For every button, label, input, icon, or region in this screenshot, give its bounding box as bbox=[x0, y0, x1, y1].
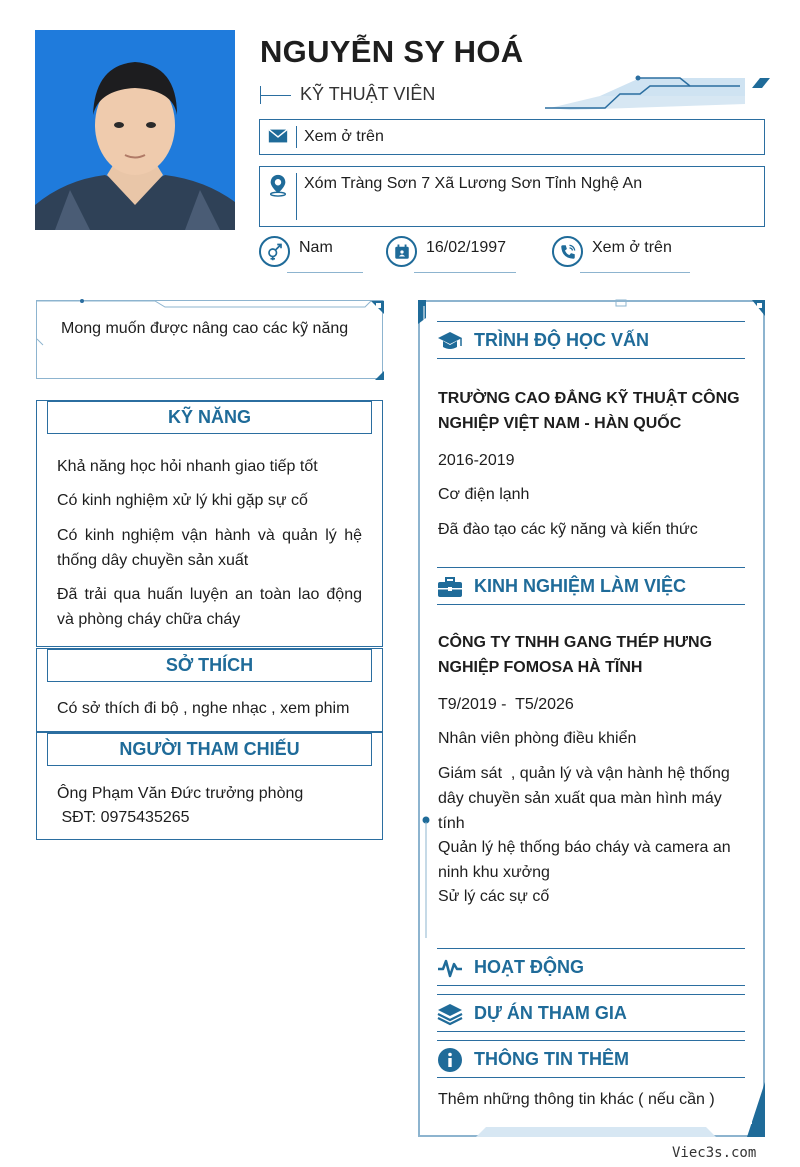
separator bbox=[296, 173, 297, 220]
experience-duty: Quản lý hệ thống báo cháy và camera an ninh khu xưởng bbox=[438, 839, 731, 881]
reference-phone: SĐT: 0975435265 bbox=[57, 809, 190, 826]
experience-header bbox=[437, 567, 745, 605]
briefcase-icon bbox=[437, 574, 463, 600]
address-box bbox=[259, 166, 765, 227]
activities-header bbox=[437, 948, 745, 986]
experience-heading: KINH NGHIỆM LÀM VIỆC bbox=[474, 576, 687, 596]
gender-icon bbox=[259, 236, 290, 267]
company-name: CÔNG TY TNHH GANG THÉP HƯNG NGHIỆP FOMOSA HÀ TĨNH bbox=[438, 634, 713, 676]
birthday-value: 16/02/1997 bbox=[426, 239, 507, 256]
underline bbox=[414, 272, 516, 273]
skills-heading: KỸ NĂNG bbox=[47, 401, 372, 434]
job-title: KỸ THUẬT VIÊN bbox=[300, 84, 436, 104]
education-heading: TRÌNH ĐỘ HỌC VẤN bbox=[474, 330, 649, 350]
layers-icon bbox=[437, 1001, 463, 1027]
references-section bbox=[36, 732, 383, 840]
reference-line: Ông Phạm Văn Đức trưởng phòng bbox=[57, 785, 304, 802]
hobbies-section bbox=[36, 648, 383, 732]
education-header bbox=[437, 321, 745, 359]
separator bbox=[296, 126, 297, 148]
experience-duty: Sử lý các sự cố bbox=[438, 888, 550, 905]
projects-header bbox=[437, 994, 745, 1032]
info-icon bbox=[437, 1047, 463, 1073]
watermark: Viec3s.com bbox=[672, 1145, 757, 1161]
education-period: 2016-2019 bbox=[438, 452, 515, 469]
calendar-icon bbox=[386, 236, 417, 267]
objective-box bbox=[36, 300, 383, 379]
projects-heading: DỰ ÁN THAM GIA bbox=[474, 1003, 627, 1023]
education-description: Đã đào tạo các kỹ năng và kiến thức bbox=[438, 521, 698, 538]
underline bbox=[287, 272, 363, 273]
graduation-cap-icon bbox=[437, 328, 463, 354]
experience-position: Nhân viên phòng điều khiển bbox=[438, 730, 637, 747]
gender-value: Nam bbox=[299, 239, 333, 256]
additional-info-heading: THÔNG TIN THÊM bbox=[474, 1049, 629, 1069]
profile-photo bbox=[35, 30, 235, 230]
phone-icon bbox=[552, 236, 583, 267]
skill-item: Có kinh nghiệm vận hành và quản lý hệ thống dây chuyền sản xuất bbox=[57, 527, 362, 569]
school-name: TRƯỜNG CAO ĐẲNG KỸ THUẬT CÔNG NGHIỆP VIỆT NAM - HÀN QUỐC bbox=[438, 390, 740, 432]
skill-item: Có kinh nghiệm xử lý khi gặp sự cố bbox=[57, 492, 308, 509]
email-box bbox=[259, 119, 765, 155]
email-icon bbox=[260, 125, 296, 147]
phone-value: Xem ở trên bbox=[592, 239, 672, 256]
candidate-name: NGUYỄN SY HOÁ bbox=[260, 34, 524, 69]
education-major: Cơ điện lạnh bbox=[438, 486, 530, 503]
skill-item: Khả năng học hỏi nhanh giao tiếp tốt bbox=[57, 458, 318, 475]
skill-item: Đã trải qua huấn luyện an toàn lao động và phòng cháy chữa cháy bbox=[57, 586, 362, 628]
references-heading: NGƯỜI THAM CHIẾU bbox=[47, 733, 372, 766]
experience-duty: Giám sát , quản lý và vận hành hệ thống dây chuyền sản xuất qua màn hình máy tính bbox=[438, 765, 735, 832]
underline bbox=[580, 272, 690, 273]
additional-info-header bbox=[437, 1040, 745, 1078]
objective-text: Mong muốn được nâng cao các kỹ năng bbox=[61, 320, 349, 337]
hobbies-heading: SỞ THÍCH bbox=[47, 649, 372, 682]
pulse-icon bbox=[437, 955, 463, 981]
location-icon bbox=[260, 173, 296, 197]
address-value: Xóm Tràng Sơn 7 Xã Lương Sơn Tỉnh Nghệ An bbox=[304, 175, 643, 192]
hobbies-text: Có sở thích đi bộ , nghe nhạc , xem phim bbox=[57, 700, 350, 717]
experience-period: T9/2019 - T5/2026 bbox=[438, 696, 574, 713]
title-decoration bbox=[260, 86, 290, 104]
email-value: Xem ở trên bbox=[304, 128, 384, 145]
header-decoration bbox=[540, 74, 770, 114]
activities-heading: HOẠT ĐỘNG bbox=[474, 957, 584, 977]
additional-info-text: Thêm những thông tin khác ( nếu cần ) bbox=[438, 1091, 715, 1108]
skills-section bbox=[36, 400, 383, 647]
